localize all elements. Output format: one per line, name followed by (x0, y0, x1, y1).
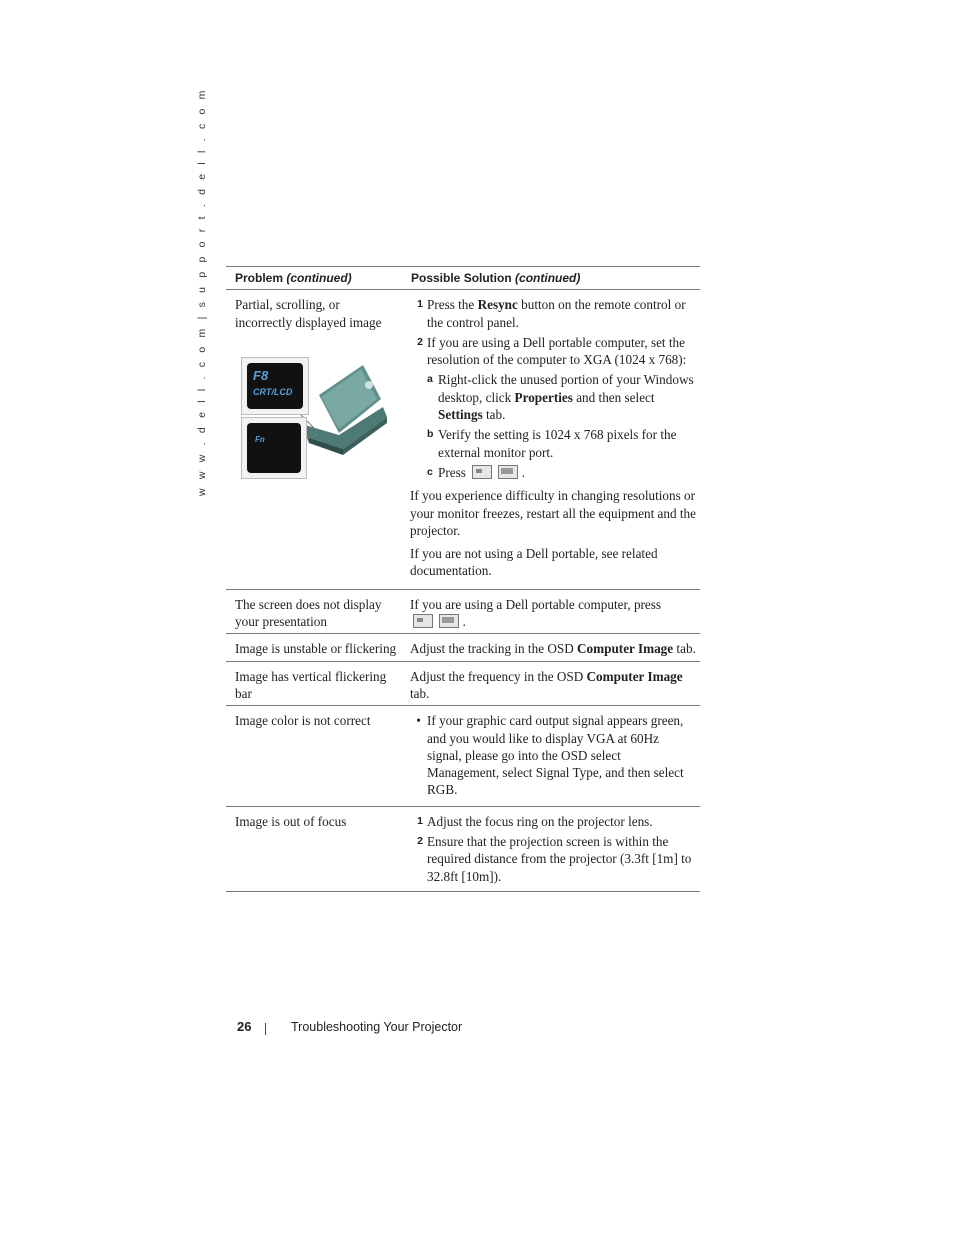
solution-note: If you experience difficulty in changing resolutions or your monitor freezes, restart all the equipment and the projector. (410, 488, 696, 538)
f8-key-label: F8 (253, 367, 269, 383)
table-row (226, 589, 700, 634)
solution-substep: a Right-click the unused portion of your Windows desktop, click Properties and then select Settings tab. (427, 372, 694, 423)
problem-cell: Image is unstable or flickering (226, 634, 402, 661)
crt-lcd-key-icon (498, 465, 518, 479)
side-url-text: w w w . d e l l . c o m | s u p p o r t . d e l l . c o m (196, 87, 208, 496)
fn-key-label: Fn (255, 434, 265, 444)
solution-step: 1 Press the Resync button on the remote control or the control panel. (417, 297, 686, 330)
side-url (196, 87, 212, 496)
f8-key-icon (247, 363, 303, 409)
table-row (226, 706, 700, 806)
solution-bullet: • If your graphic card output signal appears green, and you would like to display VGA at 60Hz signal, please go into the OSD select Management, select Signal Type, and then select RGB. (416, 713, 684, 798)
page-number: 26 (237, 1019, 252, 1034)
solution-substep: c Press . (427, 464, 526, 480)
problem-cell (226, 290, 402, 589)
solution-note: If you are not using a Dell portable, see related documentation. (410, 546, 658, 579)
problem-cell: The screen does not display your presentation (226, 589, 402, 634)
solution-cell (402, 806, 700, 891)
solution-substep: b Verify the setting is 1024 x 768 pixels for the external monitor port. (427, 427, 677, 460)
problem-cell: Image has vertical flickering bar (226, 661, 402, 706)
table-header-row (226, 267, 700, 290)
table-row (226, 290, 700, 589)
crt-lcd-key-icon (439, 614, 459, 628)
solution-step: 1 Adjust the focus ring on the projector lens. (417, 813, 653, 829)
solution-cell: Adjust the frequency in the OSD Computer Image tab. (402, 661, 700, 706)
footer-title: Troubleshooting Your Projector (291, 1020, 463, 1034)
solution-step: 2 If you are using a Dell portable computer, set the resolution of the computer to XGA (1024 x 768): (417, 334, 687, 368)
solution-cell: Adjust the tracking in the OSD Computer Image tab. (402, 634, 700, 661)
laptop-keys-illustration (235, 355, 395, 483)
header-problem: Problem (continued) (226, 267, 402, 290)
solution-cell: If you are using a Dell portable computer, press . (402, 589, 700, 634)
solution-step: 2 Ensure that the projection screen is within the required distance from the projector (3.3ft [1m] to 32.8ft [10m]). (417, 834, 692, 884)
table-row (226, 806, 700, 891)
fn-key-icon (472, 465, 492, 479)
problem-cell: Image is out of focus (226, 806, 402, 891)
header-solution: Possible Solution (continued) (402, 267, 700, 290)
table-row (226, 661, 700, 706)
f8-key-card (241, 357, 309, 415)
solution-cell (402, 290, 700, 589)
fn-key-icon (247, 423, 301, 473)
footer-divider (265, 1023, 266, 1035)
problem-text: Partial, scrolling, or incorrectly displayed image (235, 297, 382, 330)
problem-cell: Image color is not correct (226, 706, 402, 806)
fn-key-card (241, 417, 307, 479)
crt-lcd-label: CRT/LCD (253, 386, 293, 397)
troubleshooting-table (226, 266, 700, 892)
table-row (226, 634, 700, 661)
fn-key-icon (413, 614, 433, 628)
solution-cell (402, 706, 700, 806)
